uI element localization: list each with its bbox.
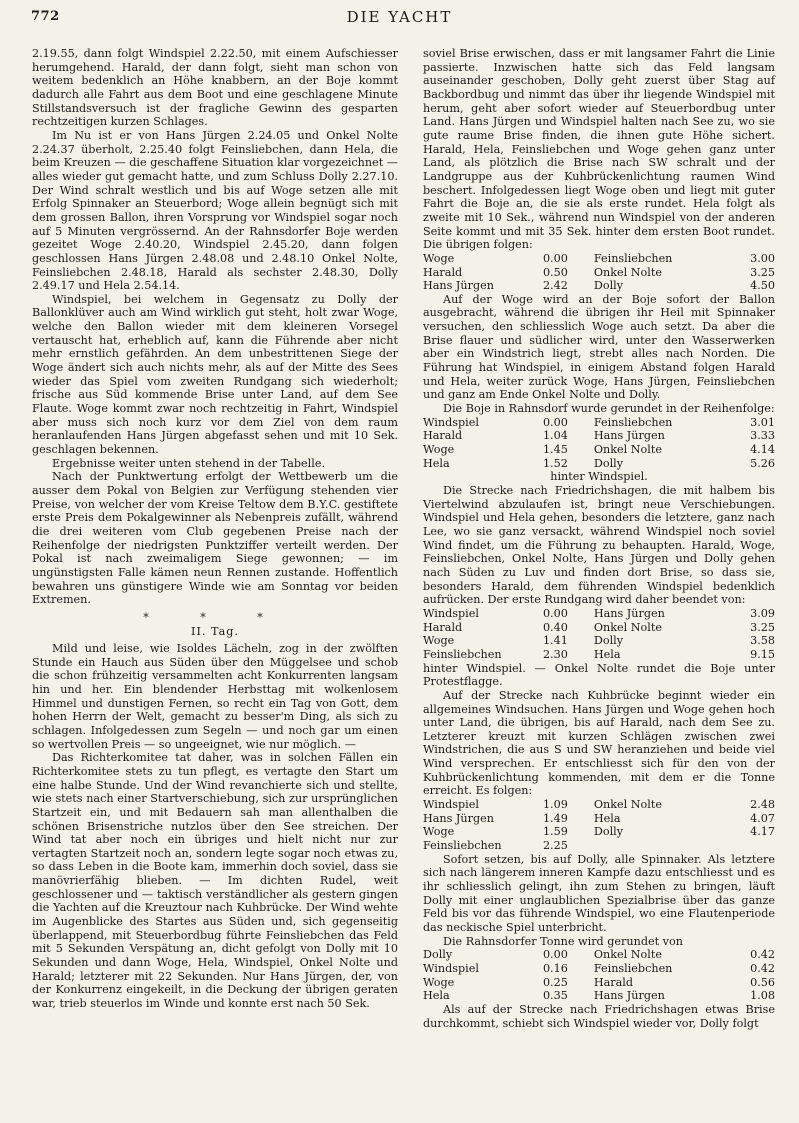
time-gap: 3.00 <box>750 251 775 265</box>
section-heading: II. Tag. <box>191 625 239 639</box>
boat-name: Hela <box>423 989 450 1003</box>
table-row <box>423 457 775 471</box>
table-row <box>423 839 775 853</box>
boat-name: Windspiel <box>423 961 479 975</box>
table-row <box>423 279 775 293</box>
time-gap: 2.30 <box>542 647 568 661</box>
paragraph: soviel Brise erwischen, dass er mit langsamer Fahrt die Linie passierte. Inzwischen hatte sich das Feld langsam auseinander geschoben, Dolly geht zuerst über Stag auf Backbordbug und nimmt das über ihr liegende Windspiel mit herum, geht aber sofort wieder auf Steuerbordbug unter Land. Hans Jürgen und Windspiel halten nach See zu, wo sie gute raume Brise finden, die ihnen gute Höhe sichert. Harald, Hela, Feinsliebchen und Woge gehen ganz unter Land, als plötzlich die Brise nach SW schralt und der Landgruppe aus der Kuhbrückenlichtung raumen Wind beschert. Infolgedessen liegt Woge oben und liegt mit guter Fahrt die Boje an, die sie als erste rundet. Hela folgt als zweite mit 10 Sek., während nun Windspiel von der anderen Seite kommt und mit 35 Sek. hinter dem ersten Boot rundet. Die übrigen folgen: <box>423 47 775 252</box>
time-gap: 0.16 <box>542 961 568 975</box>
boat-name: Windspiel <box>423 415 479 429</box>
time-gap: 1.04 <box>542 429 568 443</box>
time-gap: 1.08 <box>750 989 775 1003</box>
table-row <box>423 634 775 648</box>
boat-name <box>594 839 717 853</box>
boat-name: Hans Jürgen <box>593 989 665 1003</box>
paragraph: Ergebnisse weiter unten stehend in der Tabelle. <box>52 456 325 470</box>
time-gap: 3.09 <box>750 606 775 620</box>
boat-name: Dolly <box>593 825 624 839</box>
boat-name: Hans Jürgen <box>423 279 494 293</box>
time-gap: 4.14 <box>750 443 775 457</box>
table-row <box>423 798 775 812</box>
time-gap: 0.35 <box>542 989 568 1003</box>
table-row <box>423 252 775 266</box>
paragraph: Auf der Woge wird an der Boje sofort der Ballon ausgebracht, während die übrigen ihr Heil mit Spinnaker versuchen, den schliesslich Woge auch setzt. Da aber die Brise flauer und südlicher wird, unter den Wasserwerken aber ein Windstrich liegt, strebt alles nach Norden. Die Führung hat Windspiel, in einigem Abstand folgen Harald und Hela, weiter zurück Woge, Hans Jürgen, Feinsliebchen und ganz am Ende Onkel Nolte und Dolly. <box>423 292 775 402</box>
boat-name: Hans Jürgen <box>423 811 494 825</box>
time-gap: 0.56 <box>750 975 775 989</box>
page-number: 772 <box>31 9 60 24</box>
boat-name: Hela <box>593 811 621 825</box>
boat-name: Harald <box>593 975 634 989</box>
time-gap: 3.25 <box>750 265 775 279</box>
time-gap: 1.45 <box>542 443 568 457</box>
paragraph: Mild und leise, wie Isoldes Lächeln, zog in der zwölften Stunde ein Hauch aus Süden über den Müggelsee und schob die schon frühzeitig versammelten acht Konkurrenten langsam hin und her. Ein blendender Herbsttag mit wolkenlosem Himmel und dunstigen Fernen, so recht ein Tag von Gott, dem hohen Herrn der Welt, gemacht zu besser'm Ding, als sich zu schlagen. Infolgedessen zum Segeln — und noch gar um einen so wertvollen Preis — so ungeeignet, wie nur möglich. — <box>32 641 398 751</box>
time-gap: 0.42 <box>750 948 775 962</box>
results-table <box>423 416 775 471</box>
boat-name: Woge <box>423 825 455 839</box>
time-gap: 0.00 <box>542 606 568 620</box>
time-gap: 0.00 <box>542 251 568 265</box>
paragraph: Windspiel, bei welchem in Gegensatz zu Dolly der Ballonklüver auch am Wind wirklich gut steht, holt zwar Woge, welche den Ballon wieder mit dem kleineren Vorsegel vertauscht hat, erheblich auf, kann die Führende aber nicht mehr ernstlich gefährden. An dem unbestrittenen Siege der Woge ändert sich auch nichts mehr, als auf der Mitte des Sees wieder das Spiel vom zweiten Rundgang sich wiederholt; frische aus Süd kommende Brise unter Land, auf dem See Flaute. Woge kommt zwar noch rechtzeitig in Fahrt, Windspiel aber muss sich noch kurz vor dem Ziel von dem raum heranlaufenden Hans Jürgen abgefasst sehen und mit 10 Sek. geschlagen bekennen. <box>32 292 398 457</box>
section-separator: * * * <box>143 610 287 624</box>
time-gap: 1.59 <box>542 825 568 839</box>
boat-name: Dolly <box>423 948 453 962</box>
paragraph: Auf der Strecke nach Kuhbrücke beginnt wieder ein allgemeines Windsuchen. Hans Jürgen und Woge gehen hoch unter Land, die übrigen, bis auf Harald, nach dem See zu. Letzterer kreuzt mit kurzen Schlägen zwischen zwei Windstrichen, die aus S und SW heranziehen und beide viel Wind versprechen. Er entschliesst sich für den von der Kuhbrückenlichtung kommenden, mit dem er die Tonne erreicht. Es folgen: <box>423 688 775 798</box>
paragraph: Nach der Punktwertung erfolgt der Wettbewerb um die ausser dem Pokal von Belgien zur Verfügung stehenden vier Preise, von welcher der vom Kreise Teltow dem B.Y.C. gestiftete erste Preis dem Pokalgewinner als Nebenpreis zufällt, während die drei weiteren vom Club gegebenen Preise nach der Reihenfolge der niedrigsten Punktziffer verteilt werden. Der Pokal ist nach zweimaligem Siege gewonnen; — im ungünstigsten Falle kämen neun Rennen zustande. Hoffentlich bewahren uns günstigere Winde wie am Sonntag vor beiden Extremen. <box>32 470 398 607</box>
boat-name: Hans Jürgen <box>593 429 665 443</box>
boat-name: Onkel Nolte <box>593 798 662 812</box>
boat-name: Woge <box>423 634 455 648</box>
boat-name: Hans Jürgen <box>593 606 665 620</box>
results-table <box>423 798 775 853</box>
boat-name: Woge <box>423 251 455 265</box>
boat-name: Woge <box>423 975 455 989</box>
time-gap: 3.33 <box>750 429 775 443</box>
paragraph: Als auf der Strecke nach Friedrichshagen etwas Brise durchkommt, schiebt sich Windspiel wieder vor, Dolly folgt <box>423 1002 775 1030</box>
time-gap: 0.40 <box>542 620 568 634</box>
time-gap: 0.42 <box>750 961 775 975</box>
paragraph: 2.19.55, dann folgt Windspiel 2.22.50, mit einem Aufschiesser herumgehend. Harald, der dann folgt, sieht man schon von weitem bedenklich an Höhe knabbern, an der Boje kommt dadurch alle Fahrt aus dem Boot und eine geschlagene Minute Stillstandsversuch ist der fragliche Gewinn des gesparten rechtzeitigen kurzen Schlages. <box>32 47 398 129</box>
boat-name: Onkel Nolte <box>593 948 662 962</box>
right-column <box>423 47 775 1030</box>
table-note: hinter Windspiel. — Onkel Nolte rundet die Boje unter Protestflagge. <box>423 661 775 689</box>
paragraph: Die Boje in Rahnsdorf wurde gerundet in der Reihenfolge: <box>443 402 775 416</box>
results-table <box>423 948 775 1003</box>
boat-name: Harald <box>423 429 463 443</box>
time-gap: 3.01 <box>750 415 775 429</box>
table-note: hinter Windspiel. <box>550 470 648 484</box>
paragraph: Die Strecke nach Friedrichshagen, die mit halbem bis Viertelwind abzulaufen ist, bringt neue Verschiebungen. Windspiel und Hela gehen, besonders die letztere, ganz nach Lee, wo sie ganz versackt, während Windspiel noch soviel Wind findet, um die Führung zu behaupten. Harald, Woge, Feinsliebchen, Onkel Nolte, Hans Jürgen und Dolly gehen nach Süden zu Luv und finden dort Brise, so dass sie, besonders Harald, dem führenden Windspiel bedenklich aufrücken. Der erste Rundgang wird daher beendet von: <box>423 484 775 607</box>
time-gap: 2.25 <box>542 839 568 853</box>
time-gap: 1.09 <box>542 798 568 812</box>
boat-name: Feinsliebchen <box>423 647 502 661</box>
time-gap: 2.42 <box>542 279 568 293</box>
time-gap: 1.52 <box>542 456 568 470</box>
table-row <box>423 825 775 839</box>
table-row <box>423 812 775 826</box>
table-row <box>423 429 775 443</box>
table-row <box>423 621 775 635</box>
boat-name: Feinsliebchen <box>593 251 673 265</box>
boat-name: Woge <box>423 443 455 457</box>
table-row <box>423 989 775 1003</box>
time-gap: 4.07 <box>750 811 775 825</box>
time-gap: 0.00 <box>542 948 568 962</box>
time-gap: 0.00 <box>542 415 568 429</box>
boat-name: Windspiel <box>423 798 479 812</box>
time-gap: 3.25 <box>750 620 775 634</box>
boat-name: Dolly <box>593 634 624 648</box>
time-gap: 1.49 <box>542 811 568 825</box>
boat-name: Onkel Nolte <box>593 620 662 634</box>
boat-name: Onkel Nolte <box>593 265 662 279</box>
boat-name: Onkel Nolte <box>593 443 662 457</box>
left-column <box>32 47 398 1011</box>
table-row <box>423 962 775 976</box>
boat-name: Dolly <box>593 456 624 470</box>
time-gap <box>717 839 775 853</box>
table-row <box>423 416 775 430</box>
boat-name: Feinsliebchen <box>423 839 502 853</box>
boat-name: Hela <box>423 456 450 470</box>
journal-title: DIE YACHT <box>346 8 453 26</box>
time-gap: 0.25 <box>542 975 568 989</box>
boat-name: Harald <box>423 620 463 634</box>
boat-name: Feinsliebchen <box>593 415 673 429</box>
table-row <box>423 948 775 962</box>
boat-name: Windspiel <box>423 606 479 620</box>
time-gap: 4.50 <box>750 279 775 293</box>
table-row <box>423 976 775 990</box>
time-gap: 0.50 <box>542 265 568 279</box>
time-gap: 9.15 <box>750 647 775 661</box>
table-row <box>423 443 775 457</box>
paragraph: Die Rahnsdorfer Tonne wird gerundet von <box>443 934 683 948</box>
time-gap: 1.41 <box>542 634 568 648</box>
time-gap: 5.26 <box>750 456 775 470</box>
boat-name: Dolly <box>593 279 624 293</box>
table-row <box>423 607 775 621</box>
paragraph: Im Nu ist er von Hans Jürgen 2.24.05 und Onkel Nolte 2.24.37 überholt, 2.25.40 folgt Feinsliebchen, dann Hela, die beim Kreuzen — die geschaffene Situation klar vorgezeichnet — alles wieder gut gemacht hatte, und zum Schluss Dolly 2.27.10. Der Wind schralt westlich und bis auf Woge setzen alle mit Erfolg Spinnaker an Steuerbord; Woge allein begnügt sich mit dem grossen Ballon, ihren Vorsprung vor Windspiel sogar noch auf 5 Minuten vergrössernd. An der Rahnsdorfer Boje werden gezeitet Woge 2.40.20, Windspiel 2.45.20, dann folgen geschlossen Hans Jürgen 2.48.08 und 2.48.10 Onkel Nolte, Feinsliebchen 2.48.18, Harald als sechster 2.48.30, Dolly 2.49.17 und Hela 2.54.14. <box>32 128 398 293</box>
results-table <box>423 607 775 662</box>
time-gap: 2.48 <box>750 798 775 812</box>
table-row <box>423 266 775 280</box>
results-table <box>423 252 775 293</box>
boat-name: Feinsliebchen <box>593 961 673 975</box>
boat-name: Harald <box>423 265 463 279</box>
time-gap: 4.17 <box>750 825 775 839</box>
paragraph: Das Richterkomitee tat daher, was in solchen Fällen ein Richterkomitee stets zu tun pflegt, es vertagte den Start um eine halbe Stunde. Und der Wind revanchierte sich und stellte, wie stets nach einer Startverschiebung, sich zur ursprünglichen Startzeit ein, und mit Bedauern sah man allenthalben die schönen Brisenstriche nutzlos über den See streichen. Der Wind tat aber noch ein übriges und hielt nicht nur zur vertagten Startzeit noch an, sondern legte sogar noch etwas zu, so dass Leben in die Boote kam, immerhin doch soviel, dass sie manövrierfähig blieben. — Im dichten Rudel, weit geschlossener und — taktisch verständlicher als gestern gingen die Yachten auf die Kreuztour nach Kuhbrücke. Der Wind wehte im Augenblicke des Startes aus Süden und, sich gegenseitig überlappend, mit Steuerbordbug führte Feinsliebchen das Feld mit 5 Sekunden Verspätung an, dicht gefolgt von Dolly mit 10 Sekunden und dann Woge, Hela, Windspiel, Onkel Nolte und Harald; letzterer mit 22 Sekunden. Nur Hans Jürgen, der, von der Konkurrenz eingekeilt, in die Deckung der übrigen geraten war, trieb steuerlos im Winde und konnte erst nach 50 Sek. <box>32 751 398 1011</box>
boat-name: Hela <box>593 647 621 661</box>
table-row <box>423 648 775 662</box>
time-gap: 3.58 <box>750 634 775 648</box>
paragraph: Sofort setzen, bis auf Dolly, alle Spinnaker. Als letztere sich nach längerem inneren Kampfe dazu entschliesst und es ihr schliesslich gelingt, ihn zum Stehen zu bringen, läuft Dolly mit einer unglaublichen Spezialbrise über das ganze Feld bis vor das führende Windspiel, wo eine Flautenperiode das neckische Spiel unterbricht. <box>423 852 775 934</box>
